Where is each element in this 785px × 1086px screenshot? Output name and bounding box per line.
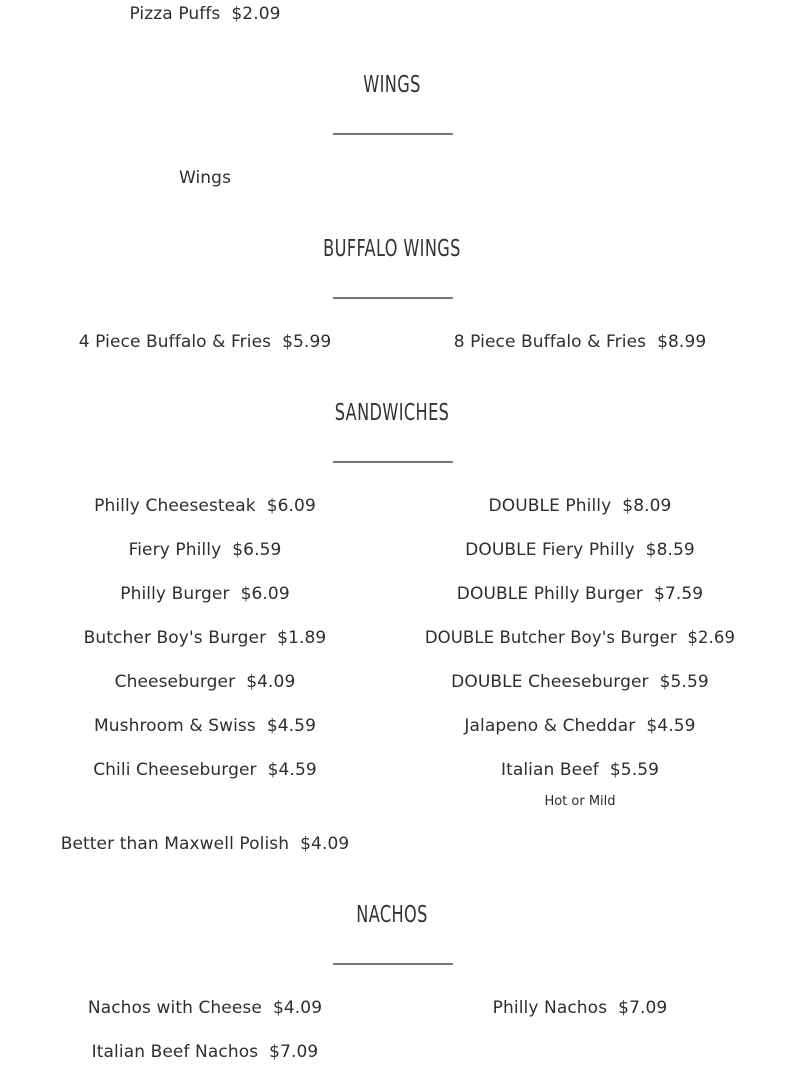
menu-item-philly-nachos: Philly Nachos $7.09 [492,998,668,1018]
menu-item-italian-beef-nachos: Italian Beef Nachos $7.09 [91,1042,319,1062]
menu-item-wings: Wings [178,168,232,188]
menu-item-pizza-puffs: Pizza Puffs $2.09 [129,4,281,24]
menu-item-mushroom-swiss: Mushroom & Swiss $4.59 [93,716,317,736]
menu-item-note-hot-or-mild: Hot or Mild [544,794,616,809]
menu-item-double-cheeseburger: DOUBLE Cheeseburger $5.59 [451,672,709,692]
section-divider [333,963,453,965]
section-heading-wings: WINGS [363,72,421,98]
menu-item-cheeseburger: Cheeseburger $4.09 [114,672,296,692]
section-divider [333,133,453,135]
menu-item-jalapeno-cheddar: Jalapeno & Cheddar $4.59 [464,716,696,736]
menu-item-maxwell-polish: Better than Maxwell Polish $4.09 [60,834,350,854]
menu-item-philly-cheesesteak: Philly Cheesesteak $6.09 [94,496,316,516]
menu-item-4-piece-buffalo: 4 Piece Buffalo & Fries $5.99 [78,332,332,352]
menu-item-chili-cheeseburger: Chili Cheeseburger $4.59 [93,760,317,780]
menu-item-double-philly-burger: DOUBLE Philly Burger $7.59 [456,584,704,604]
section-heading-buffalo-wings: BUFFALO WINGS [323,236,461,262]
menu-item-philly-burger: Philly Burger $6.09 [120,584,290,604]
menu-item-fiery-philly: Fiery Philly $6.59 [128,540,282,560]
menu-item-double-fiery-philly: DOUBLE Fiery Philly $8.59 [465,540,695,560]
section-heading-nachos: NACHOS [356,902,428,928]
section-divider [333,297,453,299]
menu-item-italian-beef: Italian Beef $5.59 [500,760,660,780]
menu-item-double-butcher-boys-burger: DOUBLE Butcher Boy's Burger $2.69 [424,628,736,647]
section-divider [333,461,453,463]
menu-item-nachos-with-cheese: Nachos with Cheese $4.09 [87,998,323,1018]
menu-item-8-piece-buffalo: 8 Piece Buffalo & Fries $8.99 [453,332,707,352]
section-heading-sandwiches: SANDWICHES [334,400,450,426]
menu-item-butcher-boys-burger: Butcher Boy's Burger $1.89 [83,628,327,648]
menu-item-double-philly: DOUBLE Philly $8.09 [488,496,672,516]
